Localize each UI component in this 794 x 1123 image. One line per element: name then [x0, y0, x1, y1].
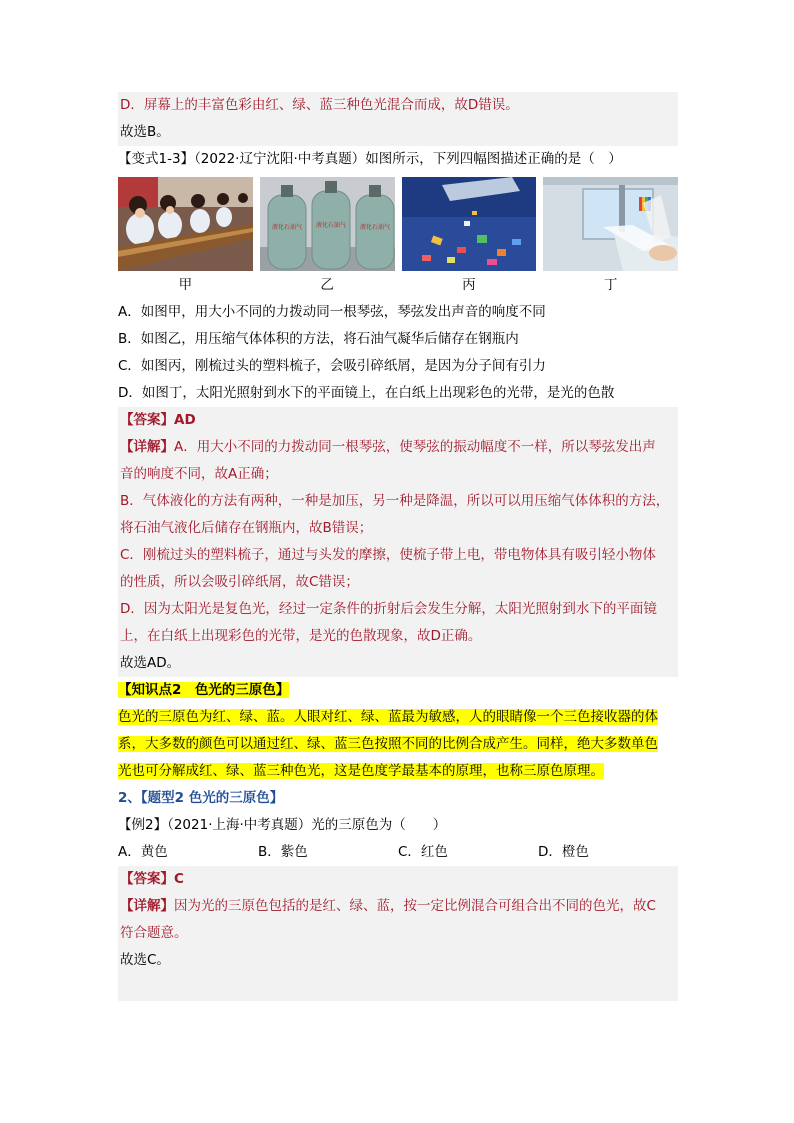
cylinder-label-3: 液化石油气	[359, 224, 390, 231]
detail-2-line2: 符合题意。	[118, 920, 678, 947]
variant-tag: 【变式1-3】	[118, 151, 195, 167]
photo-bing-comb-paper	[402, 177, 537, 271]
variant-1-3-question	[118, 146, 678, 173]
example-option-d: D．橙色	[538, 844, 589, 860]
document-page	[118, 92, 678, 1001]
knowledge-text-2: 系，大多数的颜色可以通过红、绿、蓝三色按照不同的比例合成产生。同样，绝大多数单色	[118, 736, 658, 752]
answer-tag: 【答案】	[120, 412, 174, 428]
photo-ding-light-dispersion	[543, 177, 678, 271]
detail-1-a-line1	[118, 434, 678, 461]
question-type-tag: 【题型2 色光的三原色】	[140, 790, 284, 806]
caption-jia: 甲	[178, 277, 193, 293]
knowledge-line-2	[118, 731, 678, 758]
answer-2-tag: 【答案】	[120, 871, 174, 887]
knowledge-point-2-heading	[118, 677, 678, 704]
figure-captions	[118, 271, 678, 299]
cylinder-label-1: 液化石油气	[271, 224, 302, 231]
option-d: D．如图丁，太阳光照射到水下的平面镜上，在白纸上出现彩色的光带，是光的色散	[118, 385, 615, 401]
detail-1-d-line1: D．因为太阳光是复色光，经过一定条件的折射后会发生分解，太阳光照射到水下的平面镜	[118, 596, 678, 623]
blank-shaded-line	[118, 974, 678, 1001]
choose-2: 故选C。	[118, 947, 678, 974]
knowledge-line-3	[118, 758, 678, 785]
caption-ding: 丁	[603, 277, 618, 293]
caption-bing: 丙	[462, 277, 476, 293]
caption-yi: 乙	[320, 277, 334, 293]
detail-1-d-line2: 上，在白纸上出现彩色的光带，是光的色散现象，故D正确。	[118, 623, 678, 650]
option-a: A．如图甲，用大小不同的力拨动同一根琴弦，琴弦发出声音的响度不同	[118, 304, 546, 320]
detail-1-c-line2: 的性质，所以会吸引碎纸屑，故C错误；	[118, 569, 678, 596]
detail-tag: 【详解】	[120, 439, 174, 455]
photo-yi-gas-cylinders	[260, 177, 395, 271]
example-tag: 【例2】	[118, 817, 168, 833]
detail-text: A．用大小不同的力拨动同一根琴弦，使琴弦的振动幅度不一样，所以琴弦发出声	[174, 439, 656, 455]
knowledge-line-1	[118, 704, 678, 731]
answer-2-value: C	[174, 871, 184, 887]
example-option-b: B．紫色	[258, 844, 308, 860]
example-option-c: C．红色	[398, 844, 448, 860]
photo-jia-guzheng	[118, 177, 253, 271]
figure-photos	[118, 177, 678, 271]
prev-detail-d: D．屏幕上的丰富色彩由红、绿、蓝三种色光混合而成，故D错误。	[118, 92, 678, 119]
detail-2-line1	[118, 893, 678, 920]
prev-choose: 故选B。	[118, 119, 678, 146]
option-c: C．如图丙，刚梳过头的塑料梳子，会吸引碎纸屑，是因为分子间有引力	[118, 358, 546, 374]
knowledge-point-tag: 【知识点2 色光的三原色】	[118, 682, 290, 698]
knowledge-text-3: 光也可分解成红、绿、蓝三种色光，这是色度学最基本的原理，也称三原色原理。	[118, 763, 604, 779]
detail-2-tag: 【详解】	[120, 898, 174, 914]
question-type-number: 2、	[118, 790, 141, 806]
detail-1-b-line1: B．气体液化的方法有两种，一种是加压，另一种是降温，所以可以用压缩气体体积的方法，	[118, 488, 678, 515]
example-2-question	[118, 812, 678, 839]
answer-2	[118, 866, 678, 893]
answer-1	[118, 407, 678, 434]
detail-1-a-line2: 音的响度不同，故A正确；	[118, 461, 678, 488]
detail-2-text: 因为光的三原色包括的是红、绿、蓝，按一定比例混合可组合出不同的色光，故C	[174, 898, 656, 914]
cylinder-label-2: 液化石油气	[315, 222, 346, 229]
answer-value: AD	[174, 412, 196, 428]
example-option-a: A．黄色	[118, 844, 168, 860]
example-question-text: （2021·上海·中考真题）光的三原色为（ ）	[167, 817, 447, 833]
knowledge-text-1: 色光的三原色为红、绿、蓝。人眼对红、绿、蓝最为敏感，人的眼睛像一个三色接收器的体	[118, 709, 658, 725]
choose-1: 故选AD。	[118, 650, 678, 677]
option-b: B．如图乙，用压缩气体体积的方法，将石油气凝华后储存在钢瓶内	[118, 331, 519, 347]
example-2-options	[118, 839, 678, 866]
variant-question-text: （2022·辽宁沈阳·中考真题）如图所示，下列四幅图描述正确的是（ ）	[194, 151, 622, 167]
detail-1-b-line2: 将石油气液化后储存在钢瓶内，故B错误；	[118, 515, 678, 542]
question-type-2-heading	[118, 785, 678, 812]
detail-1-c-line1: C．刚梳过头的塑料梳子，通过与头发的摩擦，使梳子带上电，带电物体具有吸引轻小物体	[118, 542, 678, 569]
